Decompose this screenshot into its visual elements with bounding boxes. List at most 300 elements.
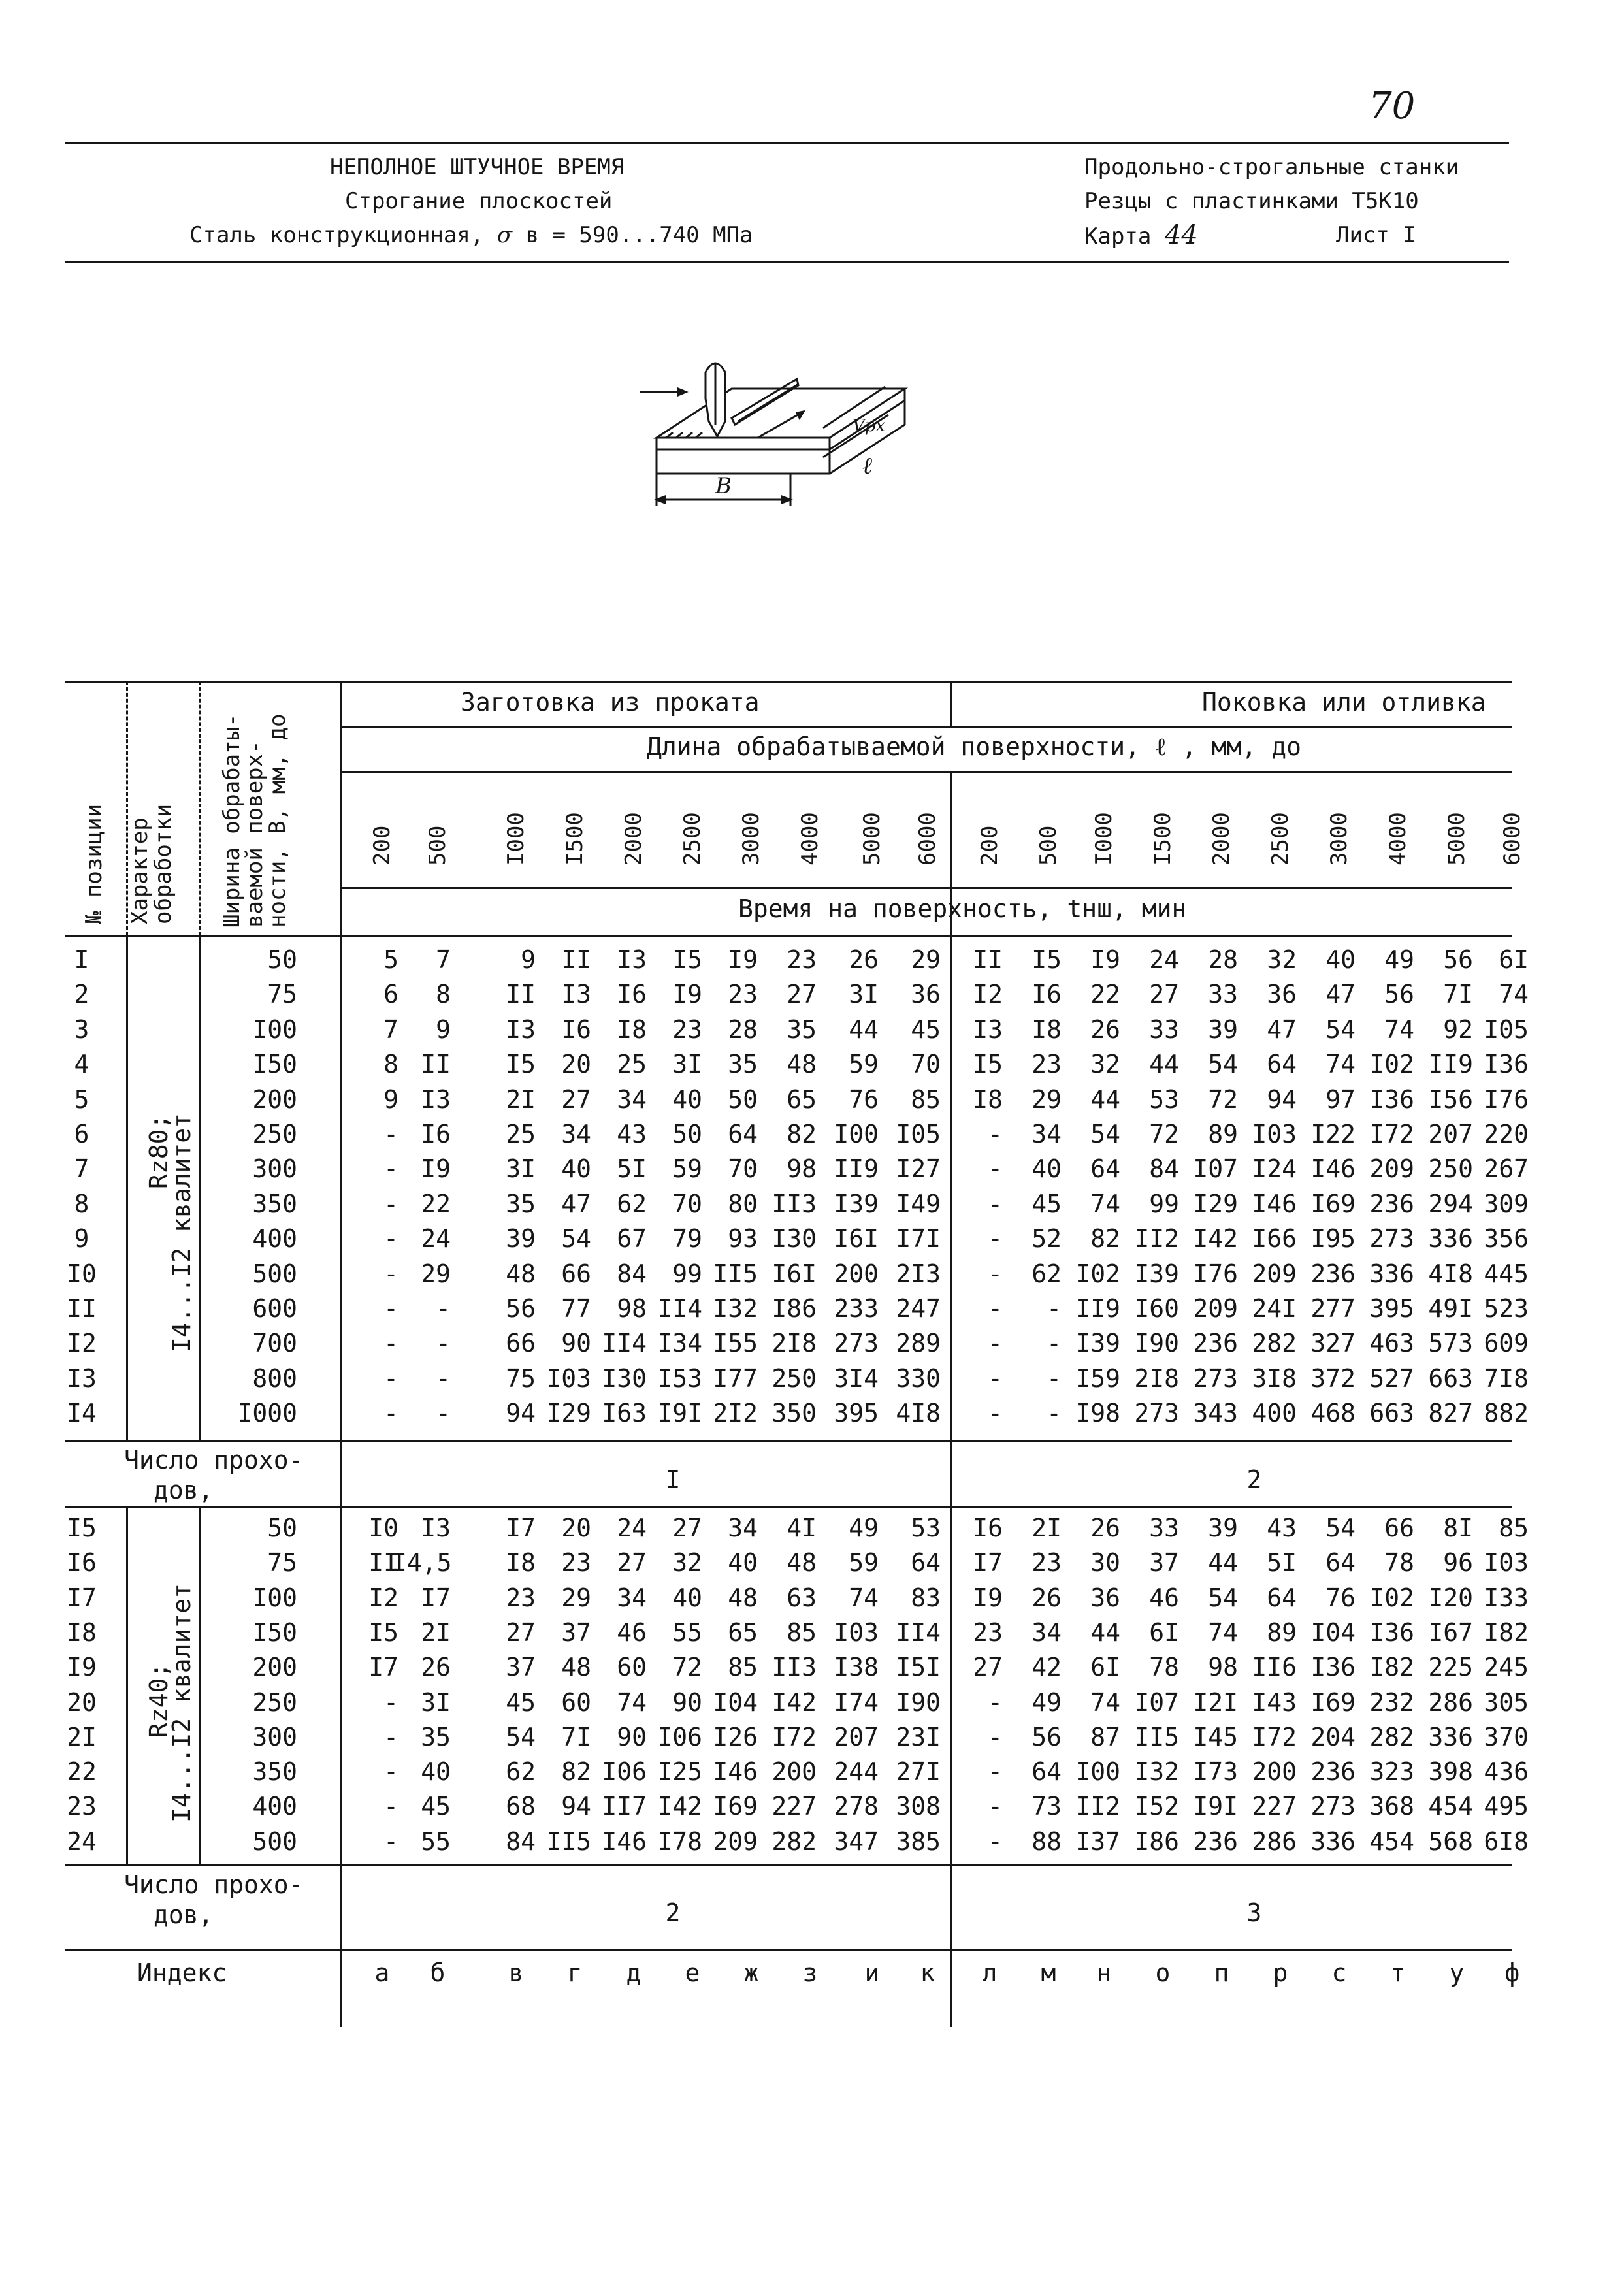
- table-cell: 8: [436, 980, 451, 1009]
- table-cell: 267: [1484, 1154, 1529, 1184]
- table-cell: 48: [728, 1583, 758, 1612]
- table-cell: I36: [1484, 1050, 1529, 1079]
- table-cell: 35: [506, 1189, 536, 1218]
- length-value: 500: [1035, 825, 1062, 866]
- table-cell: -: [988, 1329, 1003, 1358]
- table-cell: 3I: [849, 980, 879, 1009]
- table-cell: I72: [771, 1722, 817, 1751]
- row-position: 7: [74, 1154, 89, 1184]
- table-cell: 8: [383, 1050, 398, 1079]
- table-cell: 60: [617, 1653, 647, 1682]
- table-cell: 26: [421, 1653, 451, 1682]
- table-cell: I02: [1369, 1583, 1414, 1612]
- table-cell: 24: [421, 1224, 451, 1254]
- table-cell: 98: [1208, 1653, 1238, 1682]
- table-cell: 225: [1428, 1653, 1473, 1682]
- table-cell: 33: [1208, 980, 1238, 1009]
- table-cell: 44: [1090, 1084, 1120, 1114]
- table-cell: 209: [1193, 1294, 1238, 1323]
- table-cell: II9: [834, 1154, 879, 1184]
- table-cell: I6: [973, 1514, 1003, 1542]
- sheet-number: Лист I: [1336, 222, 1416, 248]
- table-cell: I29: [1193, 1189, 1238, 1218]
- table-cell: 75: [506, 1363, 536, 1393]
- table-cell: I03: [834, 1617, 879, 1647]
- table-cell: 277: [1310, 1294, 1356, 1323]
- length-value: 2500: [679, 812, 706, 866]
- table-cell: 62: [617, 1189, 647, 1218]
- table-cell: I69: [1310, 1687, 1356, 1717]
- table-cell: I7: [973, 1548, 1003, 1578]
- block1-character-l1: Rz80;: [144, 1114, 173, 1189]
- table-cell: 286: [1428, 1687, 1473, 1717]
- row-width-b: I50: [252, 1617, 297, 1647]
- table-cell: 62: [1031, 1259, 1062, 1288]
- table-cell: 330: [896, 1363, 941, 1393]
- table-cell: I5: [506, 1050, 536, 1079]
- machine-type: Продольно-строгальные станки: [1084, 154, 1459, 180]
- table-cell: -: [988, 1154, 1003, 1184]
- table-cell: I22: [1310, 1120, 1356, 1148]
- table-cell: 36: [911, 980, 941, 1009]
- index-letter: р: [1273, 1958, 1288, 1987]
- length-header: Длина обрабатываемой поверхности, ℓ , мм, до: [647, 732, 1301, 761]
- row-width-b: I00: [252, 1583, 297, 1612]
- table-cell: 209: [1252, 1259, 1297, 1288]
- length-value: 200: [977, 825, 1003, 866]
- table-cell: 78: [1384, 1548, 1414, 1578]
- table-cell: 294: [1428, 1189, 1473, 1218]
- table-cell: 56: [1443, 945, 1473, 974]
- table-cell: I3: [421, 1514, 451, 1542]
- table-cell: 56: [506, 1294, 536, 1323]
- length-value: 4000: [1385, 812, 1411, 866]
- table-cell: II4: [896, 1617, 941, 1647]
- table-cell: 40: [1031, 1154, 1062, 1184]
- table-cell: I69: [1310, 1189, 1356, 1218]
- table-cell: II4: [657, 1294, 702, 1323]
- index-letter: д: [626, 1958, 641, 1987]
- table-cell: 84: [1149, 1154, 1179, 1184]
- length-value: 4000: [797, 812, 823, 866]
- index-letter: и: [864, 1958, 880, 1987]
- table-cell: 49I: [1428, 1294, 1473, 1323]
- table-cell: I00: [1075, 1757, 1120, 1787]
- table-cell: 286: [1252, 1827, 1297, 1856]
- table-cell: -: [383, 1687, 398, 1717]
- header-bottom-rule: [65, 261, 1509, 263]
- table-cell: 85: [787, 1617, 817, 1647]
- table-cell: 72: [1149, 1120, 1179, 1148]
- row-width-b: 350: [252, 1757, 297, 1787]
- index-letter: п: [1214, 1958, 1229, 1987]
- table-cell: I02: [1075, 1259, 1120, 1288]
- table-cell: -: [988, 1757, 1003, 1787]
- index-letter: н: [1096, 1958, 1112, 1987]
- table-cell: 23: [561, 1548, 591, 1578]
- index-letter: о: [1155, 1958, 1171, 1987]
- col-width-label-1: Ширина обрабаты-: [219, 713, 245, 928]
- time-header: Время на поверхность, tнш, мин: [738, 894, 1187, 923]
- table-cell: 227: [1252, 1792, 1297, 1821]
- row-position: I2: [67, 1329, 97, 1358]
- table-cell: 64: [1090, 1154, 1120, 1184]
- table-cell: 59: [672, 1154, 702, 1184]
- table-cell: I27: [896, 1154, 941, 1184]
- table-cell: I7I: [896, 1224, 941, 1254]
- row-width-b: I50: [252, 1050, 297, 1079]
- table-cell: 65: [787, 1084, 817, 1114]
- card-line: [1084, 219, 1198, 252]
- table-cell: 70: [728, 1154, 758, 1184]
- table-cell: I77: [713, 1363, 758, 1393]
- table-cell: I78: [657, 1827, 702, 1856]
- table-cell: 398: [1428, 1757, 1473, 1787]
- row-position: I5: [67, 1514, 97, 1542]
- table-cell: 209: [713, 1827, 758, 1856]
- table-cell: I38: [834, 1653, 879, 1682]
- table-cell: I9: [421, 1154, 451, 1184]
- table-cell: 50: [672, 1120, 702, 1148]
- block2-char-sep-b: [199, 1506, 201, 1864]
- table-cell: 309: [1484, 1189, 1529, 1218]
- table-cell: -: [988, 1224, 1003, 1254]
- table-cell: I04: [713, 1687, 758, 1717]
- table-cell: 39: [1208, 1514, 1238, 1542]
- table-cell: 400: [1252, 1399, 1297, 1428]
- row-width-b: I000: [237, 1399, 297, 1428]
- table-cell: 27: [973, 1653, 1003, 1682]
- table-cell: II7: [602, 1792, 647, 1821]
- table-cell: I76: [1193, 1259, 1238, 1288]
- table-cell: -: [988, 1827, 1003, 1856]
- row-position: I8: [67, 1617, 97, 1647]
- table-cell: 454: [1369, 1827, 1414, 1856]
- table-header-bottom-rule: [65, 935, 1512, 937]
- table-cell: I3: [561, 980, 591, 1009]
- table-cell: 74: [1208, 1617, 1238, 1647]
- page-number: 70: [1369, 85, 1416, 127]
- table-cell: I45: [1193, 1722, 1238, 1751]
- table-cell: 4I: [787, 1514, 817, 1542]
- time-header-top-rule: [340, 887, 1512, 889]
- table-cell: I5I: [896, 1653, 941, 1682]
- table-cell: 54: [1325, 1015, 1356, 1044]
- table-cell: -: [383, 1757, 398, 1787]
- table-cell: I30: [771, 1224, 817, 1254]
- table-cell: 220: [1484, 1120, 1529, 1148]
- table-cell: 84: [617, 1259, 647, 1288]
- table-cell: 74: [1325, 1050, 1356, 1079]
- table-cell: -: [436, 1294, 451, 1323]
- table-cell: I86: [771, 1294, 817, 1323]
- table-cell: 245: [1484, 1653, 1529, 1682]
- card-label: Карта: [1084, 223, 1152, 250]
- table-cell: I06: [657, 1722, 702, 1751]
- table-cell: 84: [506, 1827, 536, 1856]
- table-cell: 72: [1208, 1084, 1238, 1114]
- table-cell: I8: [506, 1548, 536, 1578]
- table-cell: 336: [1369, 1259, 1414, 1288]
- table-cell: -: [383, 1329, 398, 1358]
- col-sep-2: [199, 681, 201, 935]
- table-cell: 40: [672, 1084, 702, 1114]
- table-cell: I9I: [1193, 1792, 1238, 1821]
- table-cell: I30: [602, 1363, 647, 1393]
- table-cell: I6: [421, 1120, 451, 1148]
- table-cell: 34: [561, 1120, 591, 1148]
- table-cell: 7I: [1443, 980, 1473, 1009]
- table-cell: 9: [436, 1015, 451, 1044]
- table-cell: I60: [1134, 1294, 1179, 1323]
- table-cell: I39: [834, 1189, 879, 1218]
- table-cell: 96: [1443, 1548, 1473, 1578]
- table-cell: 26: [1031, 1583, 1062, 1612]
- table-cell: I02: [1369, 1050, 1414, 1079]
- table-cell: 9: [521, 945, 536, 974]
- table-cell: 305: [1484, 1687, 1529, 1717]
- table-cell: 350: [771, 1399, 817, 1428]
- table-cell: I72: [1369, 1120, 1414, 1148]
- table-cell: 54: [1325, 1514, 1356, 1542]
- row-position: 22: [67, 1757, 97, 1787]
- table-cell: I34: [657, 1329, 702, 1358]
- row-position: 4: [74, 1050, 89, 1079]
- table-cell: 385: [896, 1827, 941, 1856]
- length-value: 2000: [1209, 812, 1235, 866]
- table-cell: 827: [1428, 1399, 1473, 1428]
- group-rolled-stock: Заготовка из проката: [461, 688, 760, 717]
- table-cell: 282: [1369, 1722, 1414, 1751]
- table-cell: 40: [672, 1583, 702, 1612]
- table-cell: I9: [728, 945, 758, 974]
- table-cell: 22: [1090, 980, 1120, 1009]
- table-cell: 34: [617, 1583, 647, 1612]
- table-cell: I7: [368, 1653, 398, 1682]
- row-position: I: [74, 945, 89, 974]
- table-cell: I82: [1369, 1653, 1414, 1682]
- table-cell: I20: [1428, 1583, 1473, 1612]
- table-cell: 55: [421, 1827, 451, 1856]
- passes2-forged: 3: [1246, 1898, 1262, 1927]
- table-cell: 23: [787, 945, 817, 974]
- table-cell: I2: [368, 1583, 398, 1612]
- table-cell: I6: [1031, 980, 1062, 1009]
- table-cell: I3: [973, 1015, 1003, 1044]
- table-cell: 20: [561, 1050, 591, 1079]
- material-rest: в = 590...740 МПа: [525, 222, 753, 248]
- row-width-b: 600: [252, 1294, 297, 1323]
- table-cell: 29: [421, 1259, 451, 1288]
- table-cell: 347: [834, 1827, 879, 1856]
- table-cell: 39: [1208, 1015, 1238, 1044]
- table-cell: 27: [1149, 980, 1179, 1009]
- table-cell: 568: [1428, 1827, 1473, 1856]
- row-width-b: I00: [252, 1015, 297, 1044]
- table-cell: 336: [1310, 1827, 1356, 1856]
- table-cell: -: [436, 1363, 451, 1393]
- table-cell: 47: [1267, 1015, 1297, 1044]
- table-cell: I2: [973, 980, 1003, 1009]
- index-letter: м: [1041, 1958, 1056, 1987]
- card-number: 44: [1164, 220, 1198, 250]
- table-cell: II3: [771, 1189, 817, 1218]
- table-cell: II: [368, 1548, 398, 1578]
- table-cell: I26: [713, 1722, 758, 1751]
- table-cell: 445: [1484, 1259, 1529, 1288]
- length-value: 5000: [1444, 812, 1470, 866]
- table-cell: 43: [617, 1120, 647, 1148]
- table-cell: 88: [1031, 1827, 1062, 1856]
- row-width-b: 350: [252, 1189, 297, 1218]
- table-cell: 663: [1428, 1363, 1473, 1393]
- table-cell: 99: [672, 1259, 702, 1288]
- table-cell: 82: [787, 1120, 817, 1148]
- passes1-forged: 2: [1246, 1465, 1262, 1494]
- table-cell: -: [988, 1722, 1003, 1751]
- table-cell: II9: [1075, 1294, 1120, 1323]
- table-cell: I3: [617, 945, 647, 974]
- table-cell: 3I8: [1252, 1363, 1297, 1393]
- table-cell: 273: [1134, 1399, 1179, 1428]
- table-cell: 39: [506, 1224, 536, 1254]
- table-cell: 64: [911, 1548, 941, 1578]
- table-cell: 273: [1193, 1363, 1238, 1393]
- table-cell: 42: [1031, 1653, 1062, 1682]
- length-value: 5000: [859, 812, 885, 866]
- tool-type: Резцы с пластинками Т5К10: [1084, 188, 1419, 214]
- table-cell: -: [988, 1259, 1003, 1288]
- table-cell: 46: [617, 1617, 647, 1647]
- table-cell: 25: [506, 1120, 536, 1148]
- table-cell: 98: [617, 1294, 647, 1323]
- table-cell: 99: [1149, 1189, 1179, 1218]
- table-cell: 323: [1369, 1757, 1414, 1787]
- table-cell: II: [973, 945, 1003, 974]
- table-cell: 44: [1208, 1548, 1238, 1578]
- values-header-rule: [340, 771, 1512, 773]
- table-cell: 94: [1267, 1084, 1297, 1114]
- row-width-b: 75: [267, 1548, 297, 1578]
- length-value: 3000: [1326, 812, 1352, 866]
- table-cell: 44: [1149, 1050, 1179, 1079]
- table-cell: 34: [1031, 1120, 1062, 1148]
- material-line: [189, 219, 753, 251]
- table-cell: I90: [896, 1687, 941, 1717]
- table-cell: 87: [1090, 1722, 1120, 1751]
- row-width-b: 300: [252, 1722, 297, 1751]
- table-cell: I39: [1075, 1329, 1120, 1358]
- table-cell: 2I: [421, 1617, 451, 1647]
- table-cell: -: [1047, 1363, 1062, 1393]
- table-cell: 200: [771, 1757, 817, 1787]
- table-cell: I36: [1369, 1617, 1414, 1647]
- table-cell: 6: [383, 980, 398, 1009]
- table-cell: 24I: [1252, 1294, 1297, 1323]
- table-cell: 32: [672, 1548, 702, 1578]
- table-cell: 23: [973, 1617, 1003, 1647]
- table-cell: 236: [1369, 1189, 1414, 1218]
- table-cell: I8: [973, 1084, 1003, 1114]
- figure-label-l: ℓ: [862, 453, 872, 479]
- row-position: 3: [74, 1015, 89, 1044]
- table-cell: 98: [787, 1154, 817, 1184]
- row-width-b: 50: [267, 1514, 297, 1542]
- table-cell: I8: [1031, 1015, 1062, 1044]
- block2-character-l2: I4...I2 квалитет: [167, 1583, 196, 1823]
- table-cell: II9: [1428, 1050, 1473, 1079]
- table-cell: 23: [506, 1583, 536, 1612]
- block1-char-sep-b: [199, 935, 201, 1440]
- table-cell: 52: [1031, 1224, 1062, 1254]
- table-cell: 454: [1428, 1792, 1473, 1821]
- table-cell: -: [1047, 1399, 1062, 1428]
- table-cell: 90: [561, 1329, 591, 1358]
- table-cell: 6I: [1499, 945, 1529, 974]
- table-cell: I9I: [657, 1399, 702, 1428]
- table-cell: -: [988, 1363, 1003, 1393]
- table-cell: 50: [728, 1084, 758, 1114]
- header-top-rule: [65, 142, 1509, 144]
- length-value: 6000: [1499, 812, 1525, 866]
- table-cell: II4: [602, 1329, 647, 1358]
- length-value: I500: [1150, 812, 1176, 866]
- table-cell: 2I3: [896, 1259, 941, 1288]
- table-cell: II: [561, 945, 591, 974]
- block1-char-sep-a: [126, 935, 128, 1440]
- table-cell: 7: [436, 945, 451, 974]
- table-cell: I52: [1134, 1792, 1179, 1821]
- table-cell: 82: [1090, 1224, 1120, 1254]
- table-cell: I53: [657, 1363, 702, 1393]
- passes1-label-l2: дов,: [154, 1476, 214, 1504]
- table-cell: I03: [546, 1363, 591, 1393]
- length-value: 3000: [738, 812, 764, 866]
- length-value: 6000: [915, 812, 941, 866]
- table-cell: 23I: [896, 1722, 941, 1751]
- table-cell: 200: [1252, 1757, 1297, 1787]
- table-cell: 35: [421, 1722, 451, 1751]
- table-cell: I59: [1075, 1363, 1120, 1393]
- length-value: I000: [1091, 812, 1117, 866]
- table-cell: II6: [1252, 1653, 1297, 1682]
- table-cell: 49: [849, 1514, 879, 1542]
- table-cell: 2I: [506, 1084, 536, 1114]
- table-cell: -: [436, 1399, 451, 1428]
- table-cell: I9: [1090, 945, 1120, 974]
- row-position: 9: [74, 1224, 89, 1254]
- passes2-rolled: 2: [665, 1898, 681, 1927]
- table-cell: I46: [1310, 1154, 1356, 1184]
- table-cell: 47: [1325, 980, 1356, 1009]
- table-cell: 236: [1193, 1827, 1238, 1856]
- table-cell: 4I8: [1428, 1259, 1473, 1288]
- table-cell: 74: [849, 1583, 879, 1612]
- table-cell: -: [1047, 1294, 1062, 1323]
- table-cell: 66: [1384, 1514, 1414, 1542]
- table-cell: 29: [911, 945, 941, 974]
- table-cell: 27I: [896, 1757, 941, 1787]
- table-cell: 46: [1149, 1583, 1179, 1612]
- table-cell: 30: [1090, 1548, 1120, 1578]
- table-cell: I36: [1310, 1653, 1356, 1682]
- table-cell: 3I: [506, 1154, 536, 1184]
- row-position: I7: [67, 1583, 97, 1612]
- table-cell: I2I: [1193, 1687, 1238, 1717]
- row-width-b: 300: [252, 1154, 297, 1184]
- table-cell: 227: [771, 1792, 817, 1821]
- table-cell: 54: [1208, 1050, 1238, 1079]
